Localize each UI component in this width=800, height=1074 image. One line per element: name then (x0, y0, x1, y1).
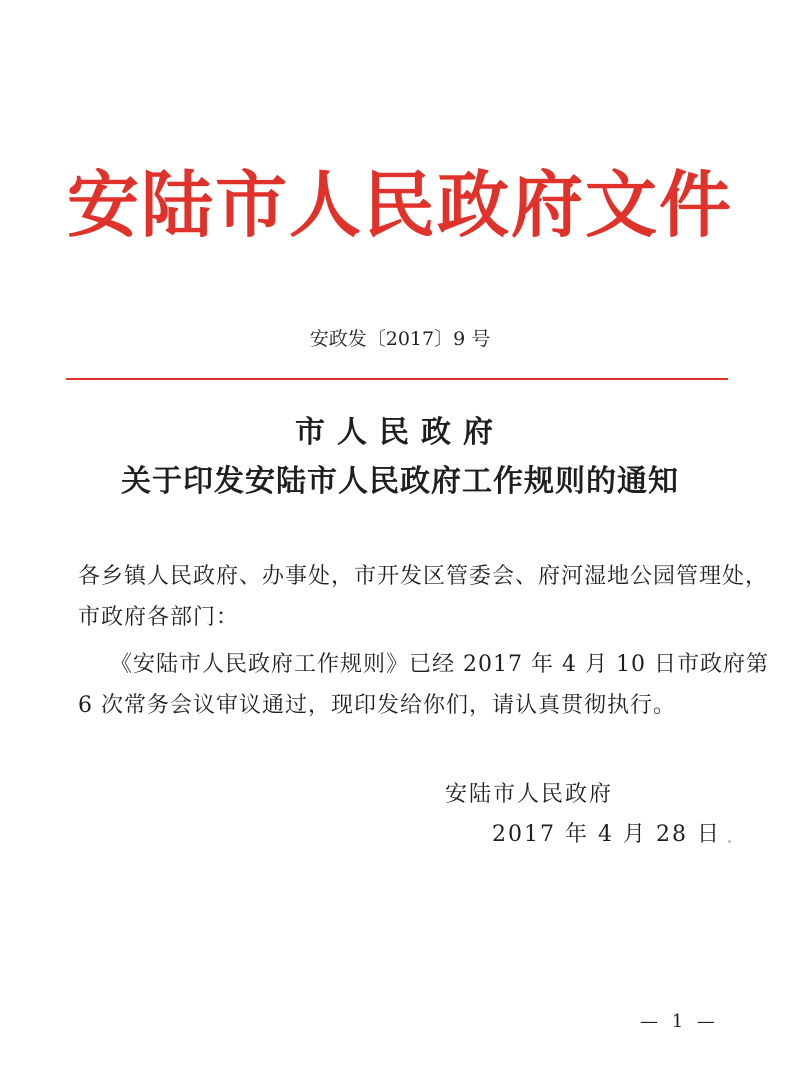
issue-date: 2017 年 4 月 28 日 (492, 822, 721, 847)
scan-speck (728, 840, 731, 843)
notice-title-line-2: 关于印发安陆市人民政府工作规则的通知 (121, 464, 679, 499)
document-number: 安政发〔2017〕9 号 (309, 328, 491, 350)
notice-title-line-1: 市人民政府 (295, 415, 505, 450)
page-number: — 1 — (640, 1011, 719, 1032)
recipients-line-1: 各乡镇人民政府、办事处，市开发区管委会、府河湿地公园管理处， (78, 564, 769, 589)
recipients-line-2: 市政府各部门： (78, 605, 240, 630)
red-divider-line (66, 378, 728, 380)
issuer-signature: 安陆市人民政府 (445, 782, 614, 807)
body-paragraph-line-1: 《安陆市人民政府工作规则》已经 2017 年 4 月 10 日市政府第 (110, 652, 769, 677)
body-paragraph-line-2: 6 次常务会议审议通过，现印发给你们，请认真贯彻执行。 (78, 693, 676, 718)
document-masthead: 安陆市人民政府文件 (66, 163, 733, 247)
